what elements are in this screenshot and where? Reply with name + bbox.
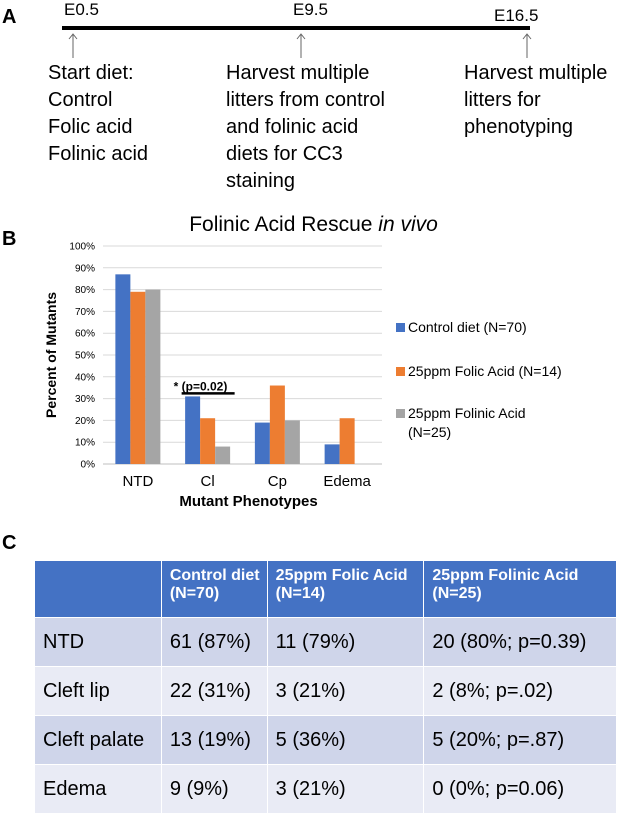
- bar-cl-series-2: [200, 418, 215, 464]
- y-tick-label: 20%: [74, 415, 95, 427]
- table-cell: 5 (20%; p=.87): [424, 716, 617, 765]
- table-header-cell: 25ppm Folic Acid (N=14): [267, 561, 424, 618]
- table-cell: 3 (21%): [267, 765, 424, 814]
- y-tick-label: 70%: [74, 306, 95, 318]
- table-cell: Cleft palate: [35, 716, 162, 765]
- significance-label: * (p=0.02): [173, 379, 228, 394]
- x-tick-label: Edema: [323, 473, 371, 490]
- timeline-note-start-diet: Start diet: Control Folic acid Folinic acid: [48, 62, 149, 165]
- bar-ntd-series-2: [130, 292, 145, 464]
- y-tick-label: 80%: [74, 285, 95, 297]
- table-cell: Edema: [35, 765, 162, 814]
- timeline-note-cc3-harvest: Harvest multiple litters from control and folinic acid diets for CC3 staining: [226, 62, 385, 192]
- up-arrow-icon: [296, 32, 306, 58]
- bar-cl-series-3: [215, 447, 230, 464]
- up-arrow-icon: [522, 32, 532, 58]
- bar-cp-series-1: [255, 423, 270, 464]
- table-row: [35, 765, 617, 814]
- legend-label-control: Control diet (N=70): [408, 319, 527, 335]
- y-tick-label: 50%: [74, 350, 95, 362]
- table-cell: 3 (21%): [267, 667, 424, 716]
- y-tick-label: 90%: [74, 263, 95, 275]
- y-tick-label: 60%: [74, 328, 95, 340]
- bar-cp-series-2: [270, 386, 285, 464]
- table-row: [35, 716, 617, 765]
- table-header-cell: 25ppm Folinic Acid (N=25): [424, 561, 617, 618]
- timeline-label-e0-5: E0.5: [64, 0, 99, 19]
- x-tick-label: NTD: [122, 473, 154, 490]
- up-arrow-icon: [68, 32, 78, 58]
- table-cell: Cleft lip: [35, 667, 162, 716]
- legend-swatch-folinic: [396, 409, 405, 418]
- table-row: [35, 618, 617, 667]
- timeline-label-e16-5: E16.5: [494, 6, 539, 25]
- y-tick-label: 30%: [74, 394, 95, 406]
- table-cell: 20 (80%; p=0.39): [424, 618, 617, 667]
- legend-label-folic: 25ppm Folic Acid (N=14): [408, 363, 562, 379]
- legend-swatch-control: [396, 323, 405, 332]
- bar-cl-series-1: [185, 396, 200, 464]
- results-table: [34, 560, 617, 814]
- table-cell: 11 (79%): [267, 618, 424, 667]
- table-cell: 22 (31%): [161, 667, 267, 716]
- y-axis-title: Percent of Mutants: [43, 291, 59, 419]
- y-tick-label: 100%: [69, 241, 95, 253]
- panel-letter-b: B: [2, 228, 17, 250]
- table-header-cell: Control diet (N=70): [161, 561, 267, 618]
- legend-label-folinic: 25ppm Folinic Acid (N=25): [408, 405, 526, 440]
- table-header-cell: [35, 561, 162, 618]
- timeline-label-e9-5: E9.5: [293, 0, 328, 19]
- panel-letter-c: C: [2, 532, 17, 554]
- table-cell: 9 (9%): [161, 765, 267, 814]
- bar-cp-series-3: [285, 420, 300, 464]
- panel-letter-a: A: [2, 6, 17, 28]
- y-tick-label: 0%: [80, 459, 95, 471]
- bar-ntd-series-3: [145, 290, 160, 464]
- x-axis-title: Mutant Phenotypes: [179, 493, 318, 510]
- bar-edema-series-1: [325, 444, 340, 464]
- x-tick-label: Cp: [267, 473, 287, 490]
- x-tick-label: Cl: [200, 473, 215, 490]
- bar-edema-series-2: [340, 418, 355, 464]
- timeline-note-phenotyping: Harvest multiple litters for phenotyping: [464, 62, 608, 138]
- table-cell: 0 (0%; p=0.06): [424, 765, 617, 814]
- table-cell: 13 (19%): [161, 716, 267, 765]
- y-tick-label: 40%: [74, 372, 95, 384]
- table-row: [35, 667, 617, 716]
- timeline-axis: [62, 26, 530, 30]
- table-cell: NTD: [35, 618, 162, 667]
- table-cell: 5 (36%): [267, 716, 424, 765]
- table-cell: 61 (87%): [161, 618, 267, 667]
- chart-title-main: Folinic Acid Rescue: [189, 213, 379, 236]
- bar-ntd-series-1: [115, 274, 130, 464]
- table-header-row: [35, 561, 617, 618]
- legend-swatch-folic: [396, 367, 405, 376]
- chart-title-italic: in vivo: [378, 213, 438, 236]
- y-tick-label: 10%: [74, 437, 95, 449]
- table-cell: 2 (8%; p=.02): [424, 667, 617, 716]
